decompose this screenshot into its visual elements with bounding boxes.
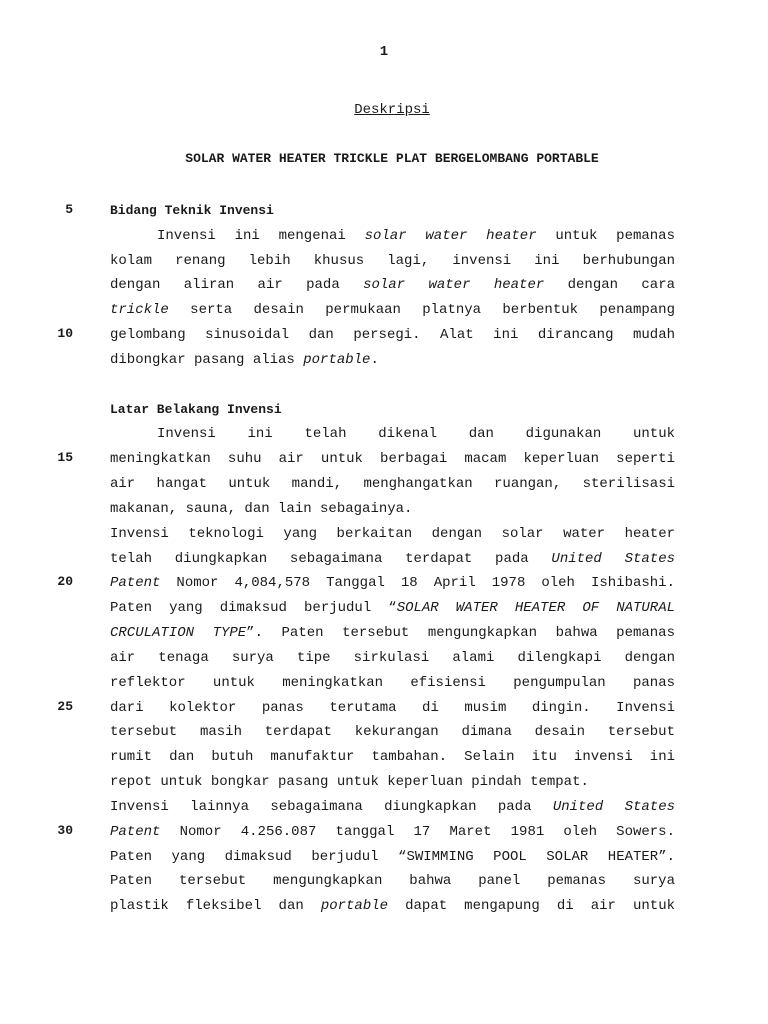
line-number: 20 <box>57 574 73 590</box>
italic-term: portable <box>320 898 389 915</box>
page-number: 1 <box>379 44 389 60</box>
text-row <box>0 721 768 746</box>
body-text <box>0 200 768 920</box>
text-segment: Paten yang dimaksud berjudul “ <box>110 600 397 617</box>
line-number: 10 <box>57 326 73 342</box>
text-line <box>110 649 675 667</box>
line-number: 30 <box>57 822 73 838</box>
text-line <box>110 450 675 468</box>
line-number: 25 <box>57 698 73 714</box>
text-segment: Nomor 4,084,578 Tanggal 18 April 1978 oleh Ishibashi. <box>160 575 675 592</box>
text-row <box>0 250 768 275</box>
text-segment: Bidang Teknik Invensi <box>110 203 274 218</box>
text-segment: ”. Paten tersebut mengungkapkan bahwa pemanas <box>246 625 675 642</box>
text-row <box>0 672 768 697</box>
italic-term: United States <box>552 798 675 815</box>
text-segment: dengan aliran air pada <box>110 277 364 294</box>
text-row <box>0 225 768 250</box>
italic-term: SOLAR WATER HEATER OF NATURAL <box>396 600 675 617</box>
text-line <box>110 326 675 344</box>
text-row <box>0 771 768 796</box>
text-line <box>110 823 675 841</box>
text-row <box>0 324 768 349</box>
text-segment: Invensi lainnya sebagaimana diungkapkan pada <box>110 798 553 815</box>
italic-term: solar water heater <box>363 277 545 294</box>
text-row <box>0 274 768 299</box>
text-segment: dengan cara <box>544 277 675 294</box>
text-segment: meningkatkan suhu air untuk berbagai macam keperluan seperti <box>110 451 675 468</box>
text-segment: tersebut masih terdapat kekurangan dimana desain tersebut <box>110 724 675 741</box>
text-line <box>110 227 675 245</box>
text-row <box>0 746 768 771</box>
italic-term: Patent <box>110 823 161 840</box>
text-row <box>0 523 768 548</box>
text-segment: rumit dan butuh manufaktur tambahan. Selain itu invensi ini <box>110 749 675 766</box>
text-line <box>110 723 675 741</box>
text-row <box>0 870 768 895</box>
text-row <box>0 622 768 647</box>
subsection-heading <box>110 401 675 419</box>
text-row <box>0 597 768 622</box>
text-segment: dibongkar pasang alias <box>110 351 304 368</box>
text-row <box>0 548 768 573</box>
text-segment: kolam renang lebih khusus lagi, invensi ini berhubungan <box>110 252 675 269</box>
text-row <box>0 647 768 672</box>
text-line <box>110 748 675 766</box>
text-segment: reflektor untuk meningkatkan efisiensi pengumpulan panas <box>110 674 675 691</box>
text-row <box>0 697 768 722</box>
text-line <box>110 475 675 493</box>
text-segment: Invensi ini telah dikenal dan digunakan untuk <box>157 426 675 443</box>
text-segment: . <box>370 351 379 368</box>
text-line <box>110 773 675 791</box>
text-row <box>0 200 768 225</box>
text-segment: Paten tersebut mengungkapkan bahwa panel pemanas surya <box>110 873 675 890</box>
text-row <box>0 473 768 498</box>
text-line <box>110 848 675 866</box>
text-row <box>0 423 768 448</box>
text-segment: Nomor 4.256.087 tanggal 17 Maret 1981 oleh Sowers. <box>160 823 675 840</box>
document-title: SOLAR WATER HEATER TRICKLE PLAT BERGELOMBANG PORTABLE <box>185 151 599 166</box>
text-row <box>0 399 768 424</box>
text-line <box>110 699 675 717</box>
text-row <box>0 299 768 324</box>
text-segment: serta desain permukaan platnya berbentuk penampang <box>168 302 675 319</box>
text-row <box>0 374 768 399</box>
text-line <box>110 872 675 890</box>
text-line <box>110 276 675 294</box>
text-line <box>110 574 675 592</box>
text-segment: untuk pemanas <box>536 227 675 244</box>
text-segment: Latar Belakang Invensi <box>110 401 282 417</box>
text-line <box>110 599 675 617</box>
text-row <box>0 821 768 846</box>
text-segment: Invensi teknologi yang berkaitan dengan solar water heater <box>110 525 675 542</box>
italic-term: CRCULATION TYPE <box>110 625 247 642</box>
text-row <box>0 349 768 374</box>
text-segment: repot untuk bongkar pasang untuk keperluan pindah tempat. <box>110 774 589 791</box>
text-line <box>110 500 675 518</box>
text-row <box>0 895 768 920</box>
text-segment: telah diungkapkan sebagaimana terdapat pada <box>110 550 552 567</box>
subsection-heading <box>110 202 675 220</box>
text-row <box>0 846 768 871</box>
text-segment: dari kolektor panas terutama di musim dingin. Invensi <box>110 699 675 716</box>
italic-term: trickle <box>110 302 169 319</box>
text-segment: dapat mengapung di air untuk <box>388 898 675 915</box>
text-line <box>110 674 675 692</box>
text-line <box>110 252 675 270</box>
text-segment: air tenaga surya tipe sirkulasi alami dilengkapi dengan <box>110 649 675 666</box>
text-row <box>0 448 768 473</box>
italic-term: United States <box>551 550 675 567</box>
text-segment: Paten yang dimaksud berjudul “SWIMMING POOL SOLAR HEATER”. <box>110 848 675 865</box>
text-row <box>0 498 768 523</box>
text-line <box>110 301 675 319</box>
text-line <box>110 897 675 915</box>
text-segment: air hangat untuk mandi, menghangatkan ruangan, sterilisasi <box>110 476 675 493</box>
text-line <box>110 624 675 642</box>
text-row <box>0 796 768 821</box>
italic-term: portable <box>303 351 371 368</box>
line-number: 15 <box>57 450 73 466</box>
text-line <box>110 425 675 443</box>
text-segment: makanan, sauna, dan lain sebagainya. <box>110 500 413 517</box>
text-line <box>110 798 675 816</box>
text-line <box>110 525 675 543</box>
italic-term: solar water heater <box>364 227 537 244</box>
text-line <box>110 550 675 568</box>
italic-term: Patent <box>110 575 161 592</box>
text-line <box>110 351 675 369</box>
text-segment: Invensi ini mengenai <box>157 227 365 244</box>
text-segment: plastik fleksibel dan <box>110 898 321 915</box>
line-number: 5 <box>65 202 73 217</box>
text-segment: gelombang sinusoidal dan persegi. Alat ini dirancang mudah <box>110 327 675 344</box>
text-row <box>0 572 768 597</box>
section-heading: Deskripsi <box>354 102 430 118</box>
